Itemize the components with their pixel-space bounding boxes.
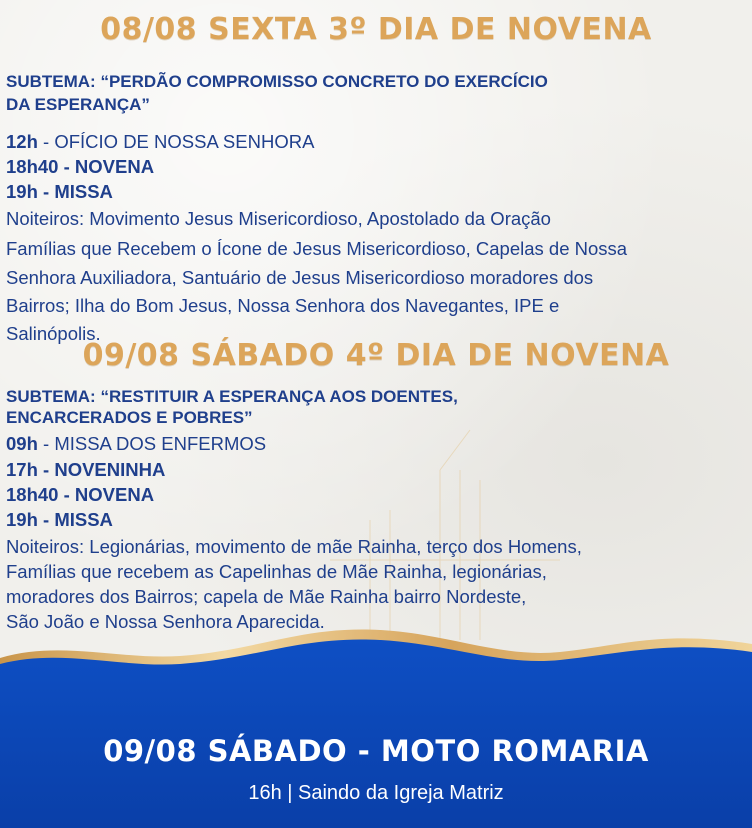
day2-schedule-item bbox=[6, 483, 154, 507]
schedule-event: - MISSA DOS ENFERMOS bbox=[37, 433, 267, 454]
schedule-event: - MISSA bbox=[37, 509, 113, 530]
schedule-time: 18h40 bbox=[6, 484, 59, 505]
schedule-time: 12h bbox=[6, 131, 38, 152]
day1-schedule-item bbox=[6, 155, 154, 179]
moto-romaria-title: 09/08 SÁBADO - MOTO ROMARIA bbox=[103, 734, 649, 768]
day1-subtema-line1: SUBTEMA: “PERDÃO COMPROMISSO CONCRETO DO EXERCÍCIO bbox=[6, 72, 548, 91]
day2-subtema-line2: ENCARCERADOS E POBRES” bbox=[6, 408, 253, 427]
schedule-time: 18h40 bbox=[6, 156, 59, 177]
day2-noiteiros-line: moradores dos Bairros; capela de Mãe Rainha bairro Nordeste, bbox=[6, 586, 527, 607]
day2-schedule-item bbox=[6, 508, 113, 532]
day2-subtema-line1: SUBTEMA: “RESTITUIR A ESPERANÇA AOS DOENTES, bbox=[6, 387, 458, 406]
schedule-time: 19h bbox=[6, 181, 38, 202]
day2-schedule-item bbox=[6, 458, 165, 482]
day1-noiteiros-line: Salinópolis. bbox=[6, 323, 101, 344]
day2-noiteiros-line: Noiteiros: Legionárias, movimento de mãe Rainha, terço dos Homens, bbox=[6, 536, 582, 557]
day2-schedule-item bbox=[6, 432, 266, 456]
day2-noiteiros-line: Famílias que recebem as Capelinhas de Mãe Rainha, legionárias, bbox=[6, 561, 547, 582]
schedule-time: 19h bbox=[6, 509, 38, 530]
day1-noiteiros-line: Senhora Auxiliadora, Santuário de Jesus Misericordioso moradores dos bbox=[6, 267, 594, 288]
schedule-event: - OFÍCIO DE NOSSA SENHORA bbox=[37, 131, 315, 152]
schedule-time: 09h bbox=[6, 433, 38, 454]
schedule-event: - MISSA bbox=[37, 181, 113, 202]
day2-noiteiros-line: São João e Nossa Senhora Aparecida. bbox=[6, 611, 325, 632]
day1-schedule-item bbox=[6, 130, 314, 154]
schedule-event: - NOVENINHA bbox=[37, 459, 166, 480]
day1-noiteiros-line: Famílias que Recebem o Ícone de Jesus Misericordioso, Capelas de Nossa bbox=[6, 238, 628, 259]
day1-subtema-line2: DA ESPERANÇA” bbox=[6, 95, 150, 114]
schedule-time: 17h bbox=[6, 459, 38, 480]
moto-romaria-subtitle: 16h | Saindo da Igreja Matriz bbox=[248, 782, 504, 804]
schedule-event: - NOVENA bbox=[58, 156, 155, 177]
day1-schedule-item bbox=[6, 180, 113, 204]
schedule-event: - NOVENA bbox=[58, 484, 155, 505]
day2-title: 09/08 SÁBADO 4º DIA DE NOVENA bbox=[82, 338, 670, 373]
day1-noiteiros-line: Bairros; Ilha do Bom Jesus, Nossa Senhora dos Navegantes, IPE e bbox=[6, 295, 560, 316]
day1-title: 08/08 SEXTA 3º DIA DE NOVENA bbox=[100, 12, 652, 47]
day1-noiteiros-line: Noiteiros: Movimento Jesus Misericordioso, Apostolado da Oração bbox=[6, 208, 551, 229]
